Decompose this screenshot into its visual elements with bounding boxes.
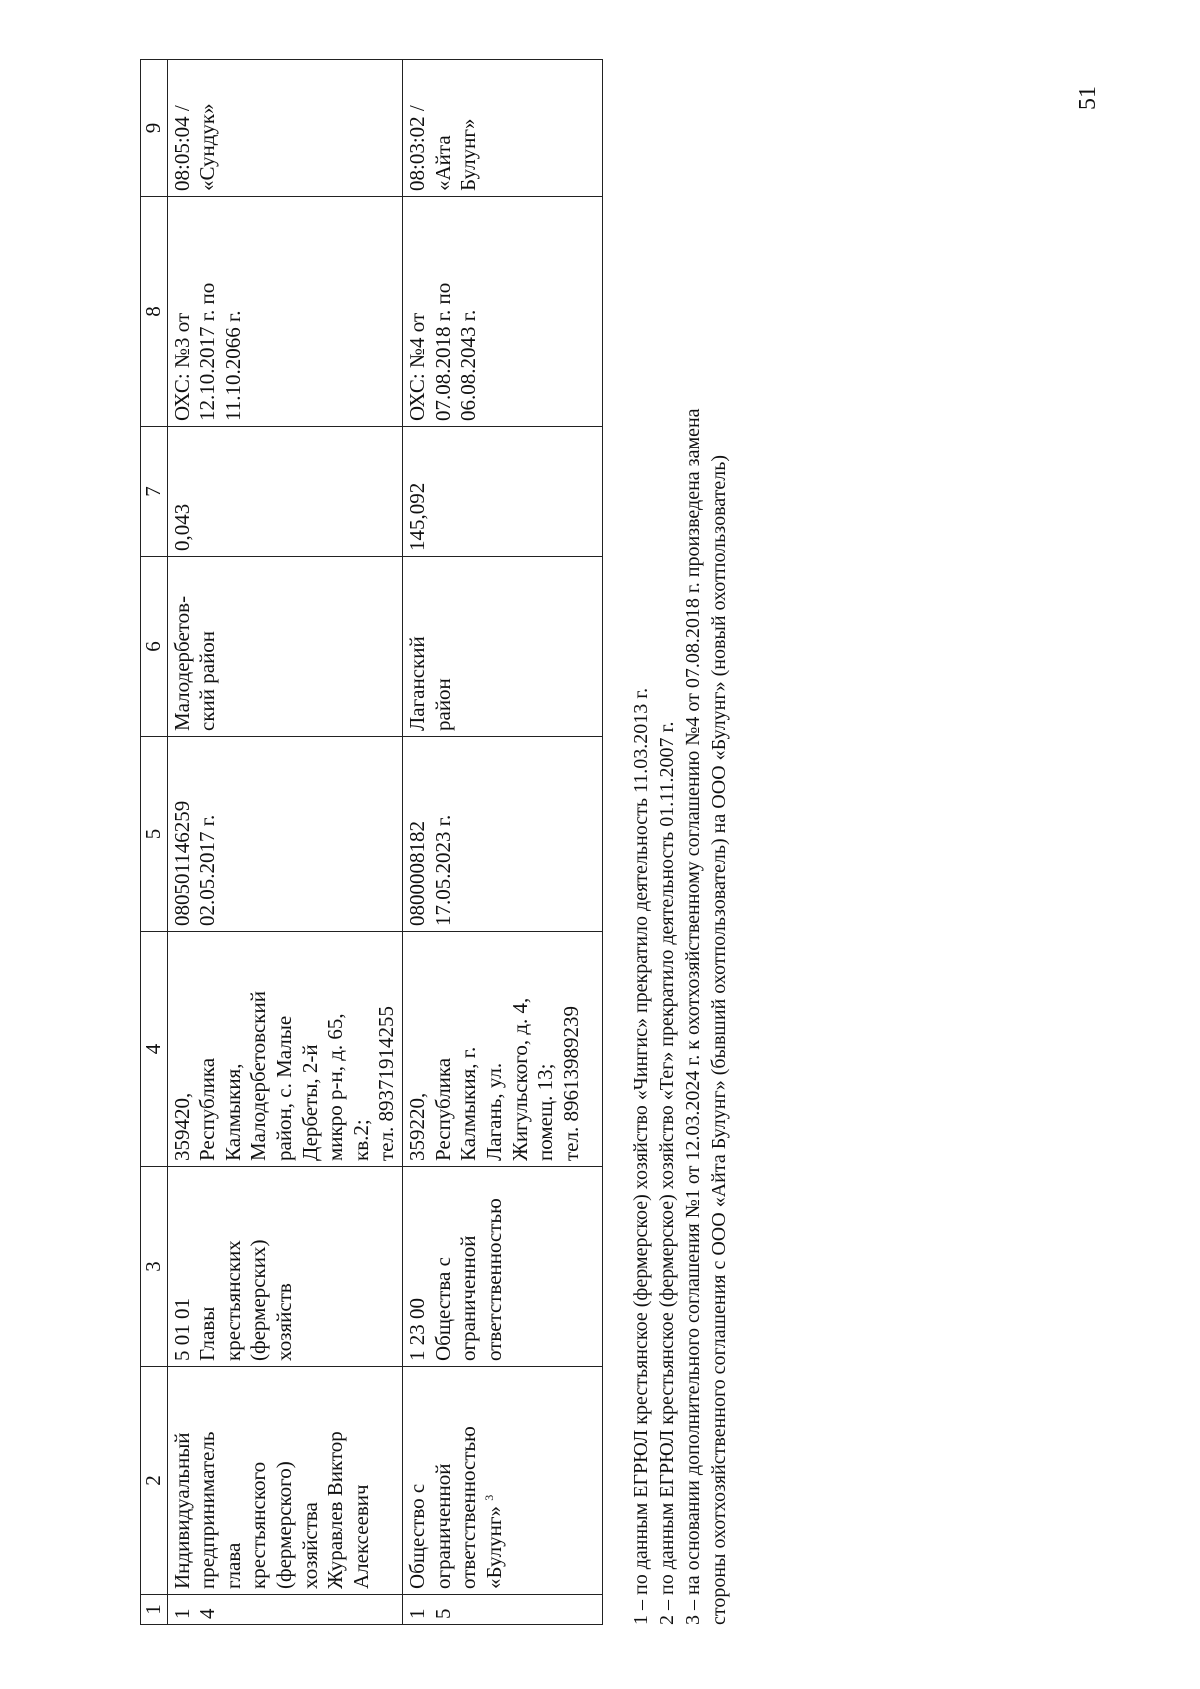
column-number-row bbox=[141, 60, 168, 1625]
cell-num: 14 bbox=[167, 1595, 402, 1625]
cell-line: ограниченной bbox=[430, 1463, 455, 1589]
cell-line: ответственностью bbox=[456, 1426, 481, 1589]
cell-address bbox=[403, 932, 603, 1167]
column-header-4: 4 bbox=[141, 932, 168, 1167]
cell-line: 17.05.2023 г. bbox=[430, 814, 455, 926]
cell-line: 1 23 00 bbox=[405, 1298, 430, 1361]
cell-line: 08:03:02 / bbox=[405, 105, 430, 191]
footnote-line: 2 – по данным ЕГРЮЛ крестьянское (фермерское) хозяйство «Тег» прекратило деятельность 01.11.2007 г. bbox=[656, 721, 678, 1625]
footnote-line: стороны охотхозяйственного соглашения с ООО «Айта Булунг» (бывший охотпользователь) на ООО «Булунг» (новый охотпользователь) bbox=[708, 455, 730, 1625]
cell-line: Калмыкия, г. bbox=[456, 1046, 481, 1161]
cell-line: Общества с bbox=[430, 1257, 455, 1361]
cell-line: 06.08.2043 г. bbox=[456, 309, 481, 421]
footnote-marker: 3 bbox=[481, 1494, 496, 1501]
cell-agreement bbox=[403, 197, 603, 427]
cell-line: 11.10.2066 г. bbox=[220, 310, 245, 421]
cell-line: помещ. 13; bbox=[533, 1063, 558, 1161]
cell-line: ограниченной bbox=[456, 1235, 481, 1361]
cell-line: Калмыкия, bbox=[220, 1063, 245, 1161]
column-header-1: 1 bbox=[141, 1595, 168, 1625]
column-header-5: 5 bbox=[141, 737, 168, 932]
cell-line: район bbox=[430, 678, 455, 731]
cell-line: 080501146259 bbox=[169, 800, 194, 926]
cell-line: 5 01 01 bbox=[169, 1298, 194, 1361]
cell-line: (фермерских) bbox=[246, 1239, 271, 1361]
cell-line: 12.10.2017 г. по bbox=[195, 282, 220, 421]
cell-num: 15 bbox=[403, 1595, 603, 1625]
cell-line: район, с. Малые bbox=[272, 1015, 297, 1161]
cell-name bbox=[167, 1367, 402, 1595]
cell-district bbox=[167, 557, 402, 737]
cell-line: тел. 89613989239 bbox=[558, 1006, 583, 1161]
cell-okopf bbox=[403, 1167, 603, 1367]
column-header-9: 9 bbox=[141, 60, 168, 197]
cell-line: Алексеевич bbox=[348, 1484, 373, 1589]
cell-line: 07.08.2018 г. по bbox=[430, 282, 455, 421]
cell-line: ОХС: №3 от bbox=[169, 312, 194, 421]
cell-reg bbox=[403, 737, 603, 932]
column-header-3: 3 bbox=[141, 1167, 168, 1367]
table-row bbox=[403, 60, 603, 1625]
cell-line: (фермерского) bbox=[272, 1461, 297, 1589]
rotated-page-content bbox=[140, 60, 1140, 1625]
cell-okopf bbox=[167, 1167, 402, 1367]
cell-area: 145,092 bbox=[403, 427, 603, 557]
cell-line: 359220, bbox=[405, 1092, 430, 1161]
footnote-line: 3 – на основании дополнительного соглашения №1 от 12.03.2024 г. к охотхозяйственному соглашению №4 от 07.08.2018 г. произведена замена bbox=[682, 408, 704, 1625]
cell-line: кв.2; bbox=[348, 1119, 373, 1161]
cell-line: 08:05:04 / bbox=[169, 105, 194, 191]
cell-area: 0,043 bbox=[167, 427, 402, 557]
cell-line: Индивидуальный bbox=[169, 1432, 194, 1589]
cell-line: хозяйства bbox=[297, 1502, 322, 1589]
cell-line: «Булунг» $^3$ bbox=[481, 1494, 506, 1589]
cell-line: Главы bbox=[195, 1306, 220, 1361]
cell-line: ОХС: №4 от bbox=[405, 312, 430, 421]
cell-line: Жигульского, д. 4, bbox=[507, 997, 532, 1161]
cell-line: Булунг» bbox=[456, 118, 481, 191]
footnotes bbox=[628, 60, 732, 1625]
cell-line: хозяйств bbox=[272, 1283, 297, 1361]
cell-line: Лагань, ул. bbox=[481, 1062, 506, 1161]
cell-agreement bbox=[167, 197, 402, 427]
cell-line: Малодербетов- bbox=[169, 595, 194, 731]
footnote-line: 1 – по данным ЕГРЮЛ крестьянское (фермерское) хозяйство «Чингис» прекратило деятельность 11.03.2013 г. bbox=[630, 687, 652, 1625]
cell-line: 02.05.2017 г. bbox=[195, 814, 220, 926]
cell-district bbox=[403, 557, 603, 737]
table-body bbox=[167, 60, 602, 1625]
cell-line: 359420, bbox=[169, 1092, 194, 1161]
cell-line: ский район bbox=[195, 630, 220, 731]
cell-hunting-ground bbox=[167, 60, 402, 197]
column-header-6: 6 bbox=[141, 557, 168, 737]
cell-line: предприниматель bbox=[195, 1431, 220, 1589]
cell-line: Республика bbox=[430, 1057, 455, 1161]
cell-line: Журавлев Виктор bbox=[323, 1431, 348, 1589]
cell-reg bbox=[167, 737, 402, 932]
cell-line: ответственностью bbox=[481, 1198, 506, 1361]
cell-hunting-ground bbox=[403, 60, 603, 197]
cell-line: Общество с bbox=[405, 1483, 430, 1589]
cell-line: «Айта bbox=[430, 135, 455, 191]
table-row bbox=[167, 60, 402, 1625]
cell-address bbox=[167, 932, 402, 1167]
cell-line: Лаганский bbox=[405, 636, 430, 731]
cell-line: тел. 89371914255 bbox=[374, 1006, 399, 1161]
cell-line: Малодербетовский bbox=[246, 991, 271, 1161]
cell-line: Республика bbox=[195, 1057, 220, 1161]
page-number: 51 bbox=[1075, 86, 1101, 110]
cell-line: 0800008182 bbox=[405, 821, 430, 926]
cell-line: крестьянского bbox=[246, 1461, 271, 1589]
column-header-2: 2 bbox=[141, 1367, 168, 1595]
cell-line: глава bbox=[220, 1542, 245, 1589]
cell-line: микро р-н, д. 65, bbox=[323, 1013, 348, 1161]
column-header-7: 7 bbox=[141, 427, 168, 557]
cell-name bbox=[403, 1367, 603, 1595]
column-header-8: 8 bbox=[141, 197, 168, 427]
cell-line: крестьянских bbox=[220, 1240, 245, 1361]
hunting-users-table bbox=[140, 59, 603, 1625]
cell-line: Дербеты, 2-й bbox=[297, 1044, 322, 1161]
cell-line: «Сундук» bbox=[195, 103, 220, 191]
